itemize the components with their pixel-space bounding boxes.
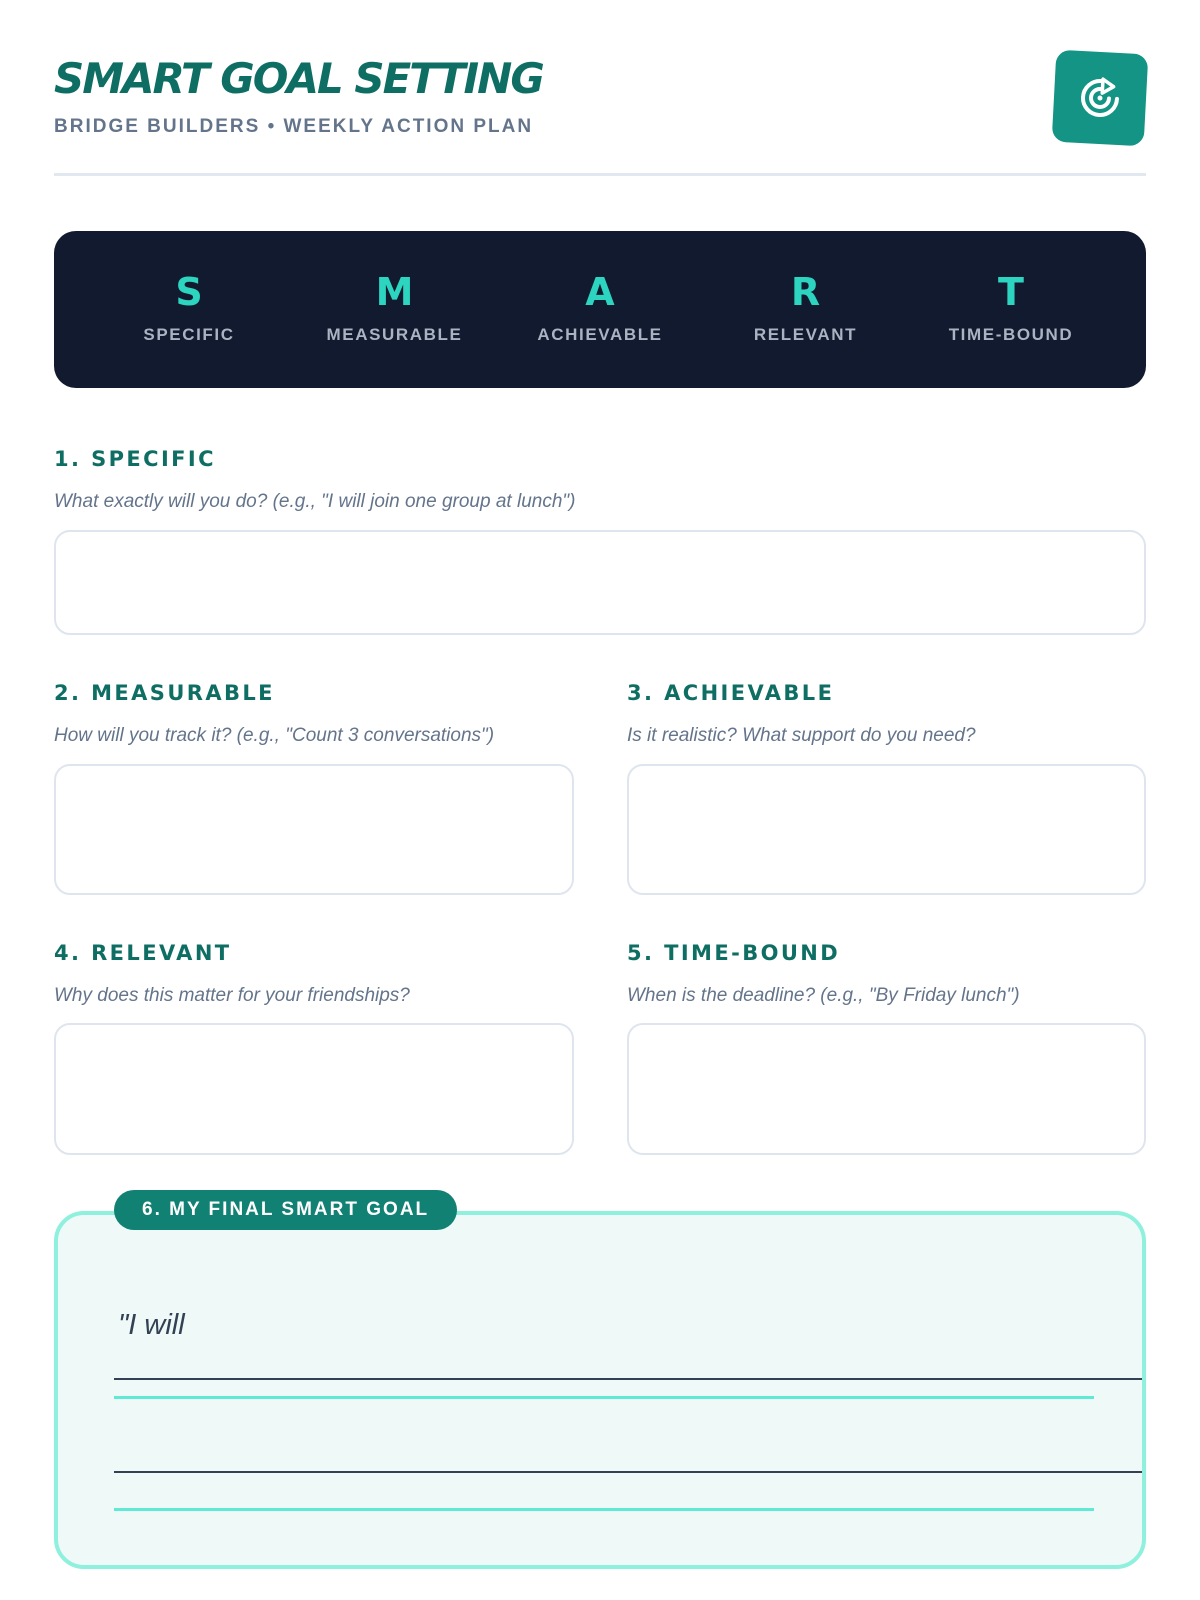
section-time-bound — [627, 943, 1146, 1157]
smart-banner — [54, 231, 1146, 388]
section-measurable — [54, 683, 574, 897]
writing-line — [114, 1396, 1094, 1399]
relevant-answer-field[interactable] — [54, 1023, 574, 1155]
time-bound-answer-field[interactable] — [627, 1023, 1146, 1155]
section-title: 5. TIME-BOUND — [627, 941, 841, 965]
banner-word: ACHIEVABLE — [537, 325, 663, 344]
banner-word: MEASURABLE — [326, 325, 463, 344]
section-achievable — [627, 683, 1146, 897]
header — [54, 50, 1146, 176]
section-hint: Why does this matter for your friendships? — [54, 985, 410, 1006]
target-arrow-icon — [1074, 72, 1127, 125]
final-goal-lead: "I will — [118, 1309, 185, 1341]
writing-line-dashes — [114, 1378, 1146, 1380]
section-relevant — [54, 943, 574, 1157]
writing-line — [114, 1508, 1094, 1511]
page-title: SMART GOAL SETTING — [54, 54, 543, 103]
section-title: 1. SPECIFIC — [54, 447, 216, 471]
banner-item-measurable — [320, 231, 470, 388]
banner-item-achievable — [525, 231, 675, 388]
section-title: 4. RELEVANT — [54, 941, 232, 965]
banner-letter: R — [790, 270, 821, 314]
banner-word: SPECIFIC — [143, 325, 235, 344]
section-hint: What exactly will you do? (e.g., "I will join one group at lunch") — [54, 491, 576, 512]
section-hint: Is it realistic? What support do you need? — [627, 725, 976, 746]
banner-letter: A — [585, 270, 615, 314]
section-specific — [54, 449, 1146, 637]
section-hint: When is the deadline? (e.g., "By Friday lunch") — [627, 985, 1020, 1006]
banner-item-relevant — [731, 231, 881, 388]
section-hint: How will you track it? (e.g., "Count 3 conversations") — [54, 725, 495, 746]
banner-letter: M — [375, 270, 414, 314]
logo-badge — [1052, 50, 1149, 147]
final-goal-box[interactable] — [54, 1211, 1146, 1569]
banner-letter: S — [175, 270, 203, 314]
banner-item-specific — [114, 231, 264, 388]
specific-answer-field[interactable] — [54, 530, 1146, 635]
section-title: 2. MEASURABLE — [54, 681, 275, 705]
writing-line-dashes — [114, 1471, 1146, 1473]
final-goal-label: 6. MY FINAL SMART GOAL — [114, 1190, 457, 1230]
section-title: 3. ACHIEVABLE — [627, 681, 835, 705]
banner-word: TIME-BOUND — [948, 325, 1074, 344]
banner-item-time-bound — [936, 231, 1086, 388]
banner-word: RELEVANT — [753, 325, 858, 344]
measurable-answer-field[interactable] — [54, 764, 574, 895]
banner-letter: T — [998, 270, 1024, 314]
achievable-answer-field[interactable] — [627, 764, 1146, 895]
page-subtitle: BRIDGE BUILDERS • WEEKLY ACTION PLAN — [54, 116, 534, 137]
